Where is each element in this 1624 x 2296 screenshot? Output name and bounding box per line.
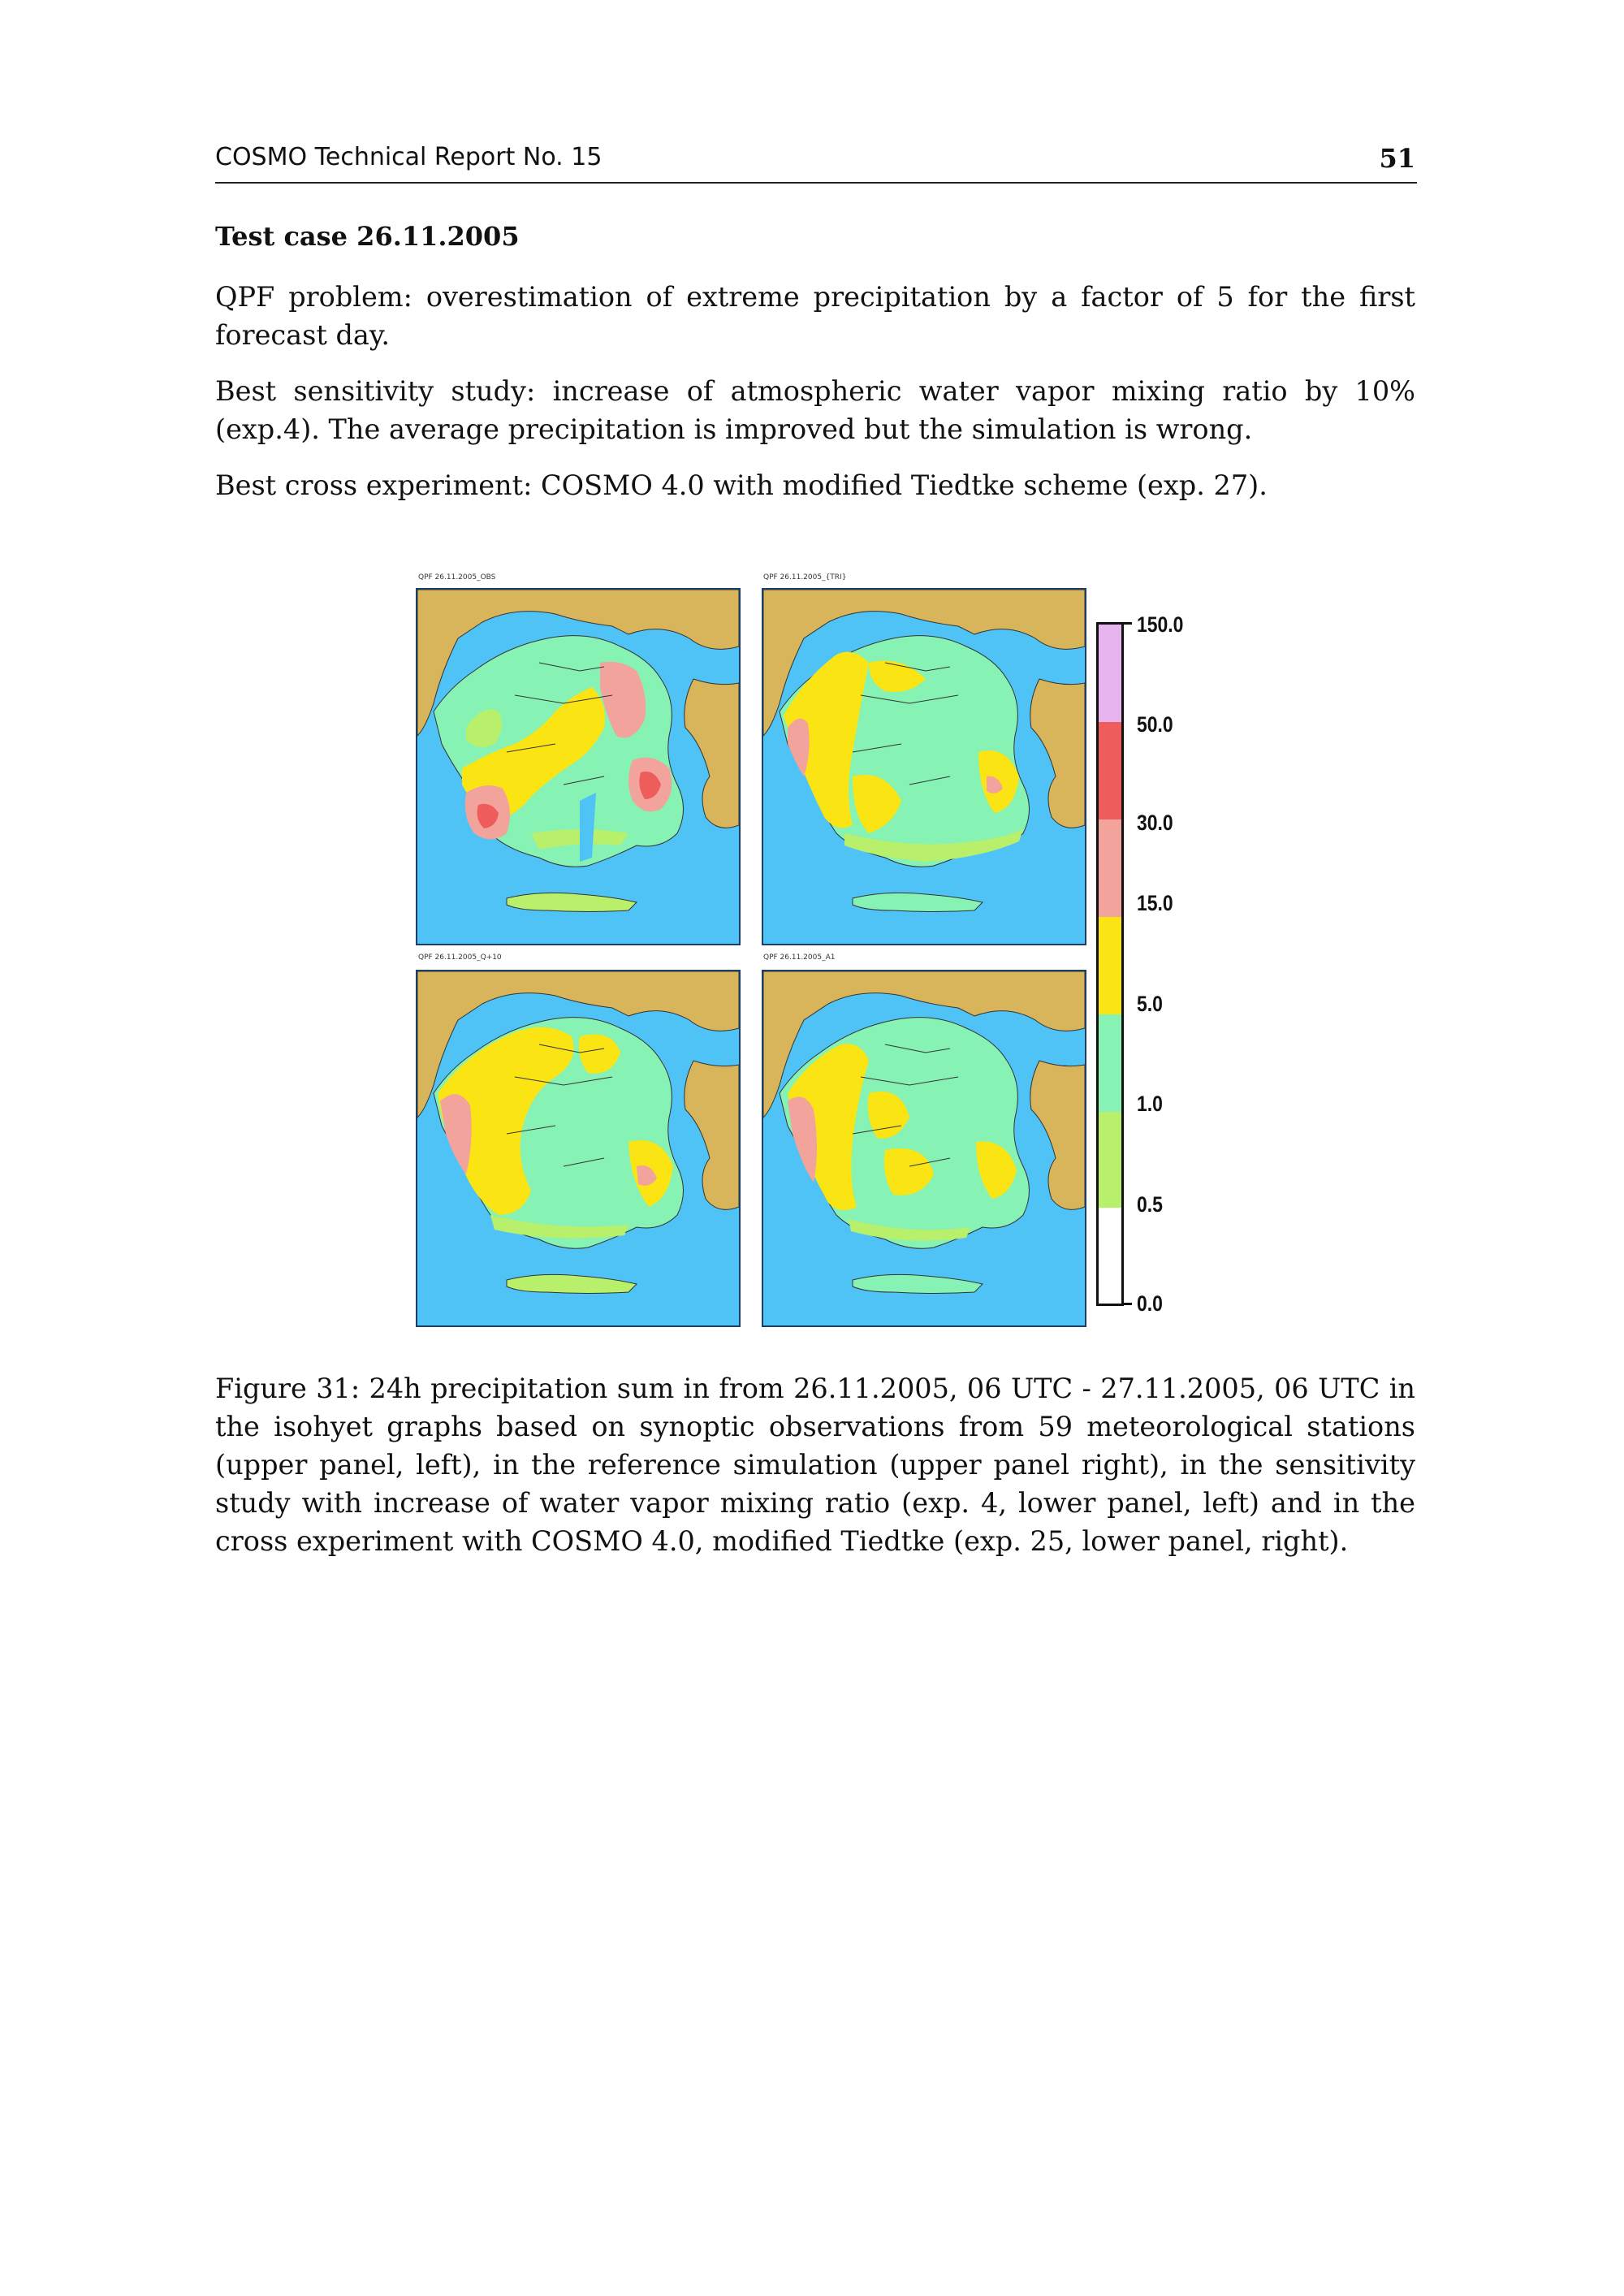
legend-label-150: 150.0 xyxy=(1137,612,1184,637)
legend-segment-150 xyxy=(1099,625,1121,722)
panel-label-obs: QPF 26.11.2005_OBS xyxy=(418,573,496,582)
figure-caption: Figure 31: 24h precipitation sum in from 26.11.2005, 06 UTC - 27.11.2005, 06 UTC in the isohyet graphs based on synoptic observations from 59 meteorological stations (upper panel, left), in the reference simulation (upper panel right), in the sensitivity study with increase of water vapor mixing ratio (exp. 4, lower panel, left) and in the cross experiment with COSMO 4.0, modified Tiedtke (exp. 25, lower panel, right). xyxy=(215,1373,1415,1557)
section-title: Test case 26.11.2005 xyxy=(215,221,520,252)
map-cross-experiment xyxy=(762,970,1086,1327)
legend-label-50: 50.0 xyxy=(1137,712,1173,737)
legend-segment-15 xyxy=(1099,917,1121,1014)
legend-label-1: 1.0 xyxy=(1137,1092,1163,1116)
legend-label-0-5: 0.5 xyxy=(1137,1192,1163,1217)
paragraph-qpf-problem: QPF problem: overestimation of extreme precipitation by a factor of 5 for the first forecast day. xyxy=(215,281,1415,351)
map-reference xyxy=(762,588,1086,945)
page-number: 51 xyxy=(1379,143,1415,174)
legend-segment-0-5 xyxy=(1099,1208,1121,1304)
legend-label-0: 0.0 xyxy=(1137,1291,1163,1316)
map-sensitivity xyxy=(416,970,741,1327)
legend-segment-5 xyxy=(1099,1014,1121,1112)
legend-label-30: 30.0 xyxy=(1137,811,1173,835)
map-observations xyxy=(416,588,741,945)
legend-colorbar xyxy=(1096,622,1124,1306)
legend-label-15: 15.0 xyxy=(1137,891,1173,915)
legend-segment-30 xyxy=(1099,819,1121,917)
paragraph-cross-experiment: Best cross experiment: COSMO 4.0 with modified Tiedtke scheme (exp. 27). xyxy=(215,469,1268,501)
paragraph-sensitivity-study: Best sensitivity study: increase of atmospheric water vapor mixing ratio by 10% (exp.4). The average precipitation is improved but the simulation is wrong. xyxy=(215,375,1415,445)
legend-segment-50 xyxy=(1099,722,1121,819)
legend-tick xyxy=(1124,622,1132,625)
panel-label-ref: QPF 26.11.2005_{TRI} xyxy=(763,573,847,582)
legend-tick xyxy=(1124,1303,1132,1305)
running-head xyxy=(215,143,1417,184)
legend-segment-1 xyxy=(1099,1112,1121,1208)
panel-label-sens: QPF 26.11.2005_Q+10 xyxy=(418,953,502,962)
legend-label-5: 5.0 xyxy=(1137,992,1163,1016)
report-title: COSMO Technical Report No. 15 xyxy=(215,143,603,171)
panel-label-cross: QPF 26.11.2005_A1 xyxy=(763,953,836,962)
